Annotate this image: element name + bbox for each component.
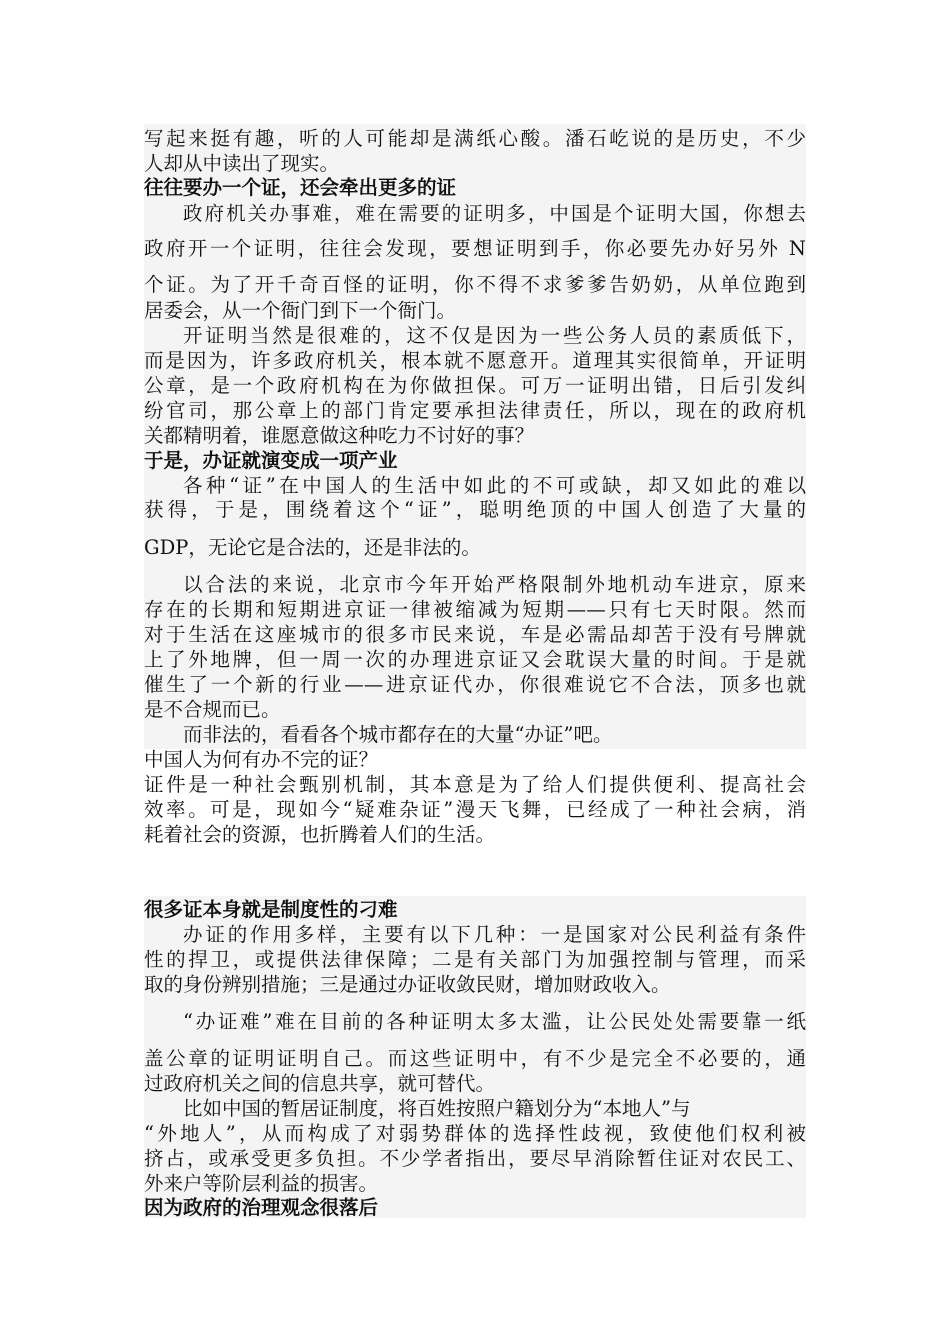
paragraph-line: 开证明当然是很难的，这不仅是因为一些公务人员的素质低下， — [183, 324, 806, 347]
paragraph-line: 盖公章的证明证明自己。而这些证明中，有不少是完全不必要的，通 — [144, 1047, 806, 1070]
paragraph-line: 外来户等阶层利益的损害。 — [144, 1172, 379, 1195]
intro-line: 人却从中读出了现实。 — [144, 152, 340, 175]
paragraph-line: 性的捍卫，或提供法律保障；二是有关部门为加强控制与管理，而采 — [144, 948, 806, 971]
paragraph-line: 居委会，从一个衙门到下一个衙门。 — [144, 299, 457, 322]
paragraph-line: 效率。可是，现如今“疑难杂证”漫天飞舞，已经成了一种社会病，消 — [144, 798, 806, 821]
section-heading: 因为政府的治理观念很落后 — [144, 1196, 379, 1219]
paragraph-line: 比如中国的暂居证制度，将百姓按照户籍划分为“本地人”与 — [183, 1097, 691, 1120]
paragraph-line: 催生了一个新的行业——进京证代办，你很难说它不合法，顶多也就 — [144, 673, 806, 696]
section-heading: 很多证本身就是制度性的刁难 — [144, 898, 398, 921]
paragraph-line: 对于生活在这座城市的很多市民来说，车是必需品却苦于没有号牌就 — [144, 623, 806, 646]
intro-line: 写起来挺有趣，听的人可能却是满纸心酸。潘石屹说的是历史，不少 — [144, 127, 806, 150]
paragraph-line: 纷官司，那公章上的部门肯定要承担法律责任，所以，现在的政府机 — [144, 399, 806, 422]
section-heading: 于是，办证就演变成一项产业 — [144, 449, 398, 472]
paragraph-line: 个证。为了开千奇百怪的证明，你不得不求爹爹告奶奶，从单位跑到 — [144, 273, 806, 296]
paragraph-line: 获得，于是，围绕着这个“证”，聪明绝顶的中国人创造了大量的 — [144, 498, 806, 521]
paragraph-line: 证件是一种社会甄别机制，其本意是为了给人们提供便利、提高社会 — [144, 773, 806, 796]
paragraph-line: 政府开一个证明，往往会发现，要想证明到手，你必要先办好另外 N — [144, 237, 806, 260]
paragraph-line: 办证的作用多样，主要有以下几种：一是国家对公民利益有条件 — [183, 923, 806, 946]
paragraph-line: 耗着社会的资源，也折腾着人们的生活。 — [144, 823, 496, 846]
paragraph-line: 上了外地牌，但一周一次的办理进京证又会耽误大量的时间。于是就 — [144, 648, 806, 671]
paragraph-line: 取的身份辨别措施；三是通过办证收敛民财，增加财政收入。 — [144, 973, 671, 996]
paragraph-line: 存在的长期和短期进京证一律被缩减为短期——只有七天时限。然而 — [144, 598, 806, 621]
paragraph-line: “办证难”难在目前的各种证明太多太滥，让公民处处需要靠一纸 — [183, 1010, 806, 1033]
paragraph-line: GDP，无论它是合法的，还是非法的。 — [144, 536, 481, 559]
section-heading: 往往要办一个证，还会牵出更多的证 — [144, 176, 457, 199]
paragraph-line: 以合法的来说，北京市今年开始严格限制外地机动车进京，原来 — [183, 573, 806, 596]
section-heading: 中国人为何有办不完的证？ — [144, 748, 379, 771]
paragraph-line: 而非法的，看看各个城市都存在的大量“办证”吧。 — [183, 723, 613, 746]
paragraph-line: 公章，是一个政府机构在为你做担保。可万一证明出错，日后引发纠 — [144, 374, 806, 397]
paragraph-line: 是不合规而已。 — [144, 698, 281, 721]
paragraph-line: “外地人”，从而构成了对弱势群体的选择性歧视，致使他们权利被 — [144, 1122, 806, 1145]
paragraph-line: 过政府机关之间的信息共享，就可替代。 — [144, 1072, 496, 1095]
paragraph-line: 政府机关办事难，难在需要的证明多，中国是个证明大国，你想去 — [183, 202, 806, 225]
paragraph-line: 各种“证”在中国人的生活中如此的不可或缺，却又如此的难以 — [183, 474, 806, 497]
paragraph-line: 关都精明着，谁愿意做这种吃力不讨好的事？ — [144, 424, 535, 447]
paragraph-line: 而是因为，许多政府机关，根本就不愿意开。道理其实很简单，开证明 — [144, 349, 806, 372]
paragraph-line: 挤占，或承受更多负担。不少学者指出，要尽早消除暂住证对农民工、 — [144, 1147, 806, 1170]
